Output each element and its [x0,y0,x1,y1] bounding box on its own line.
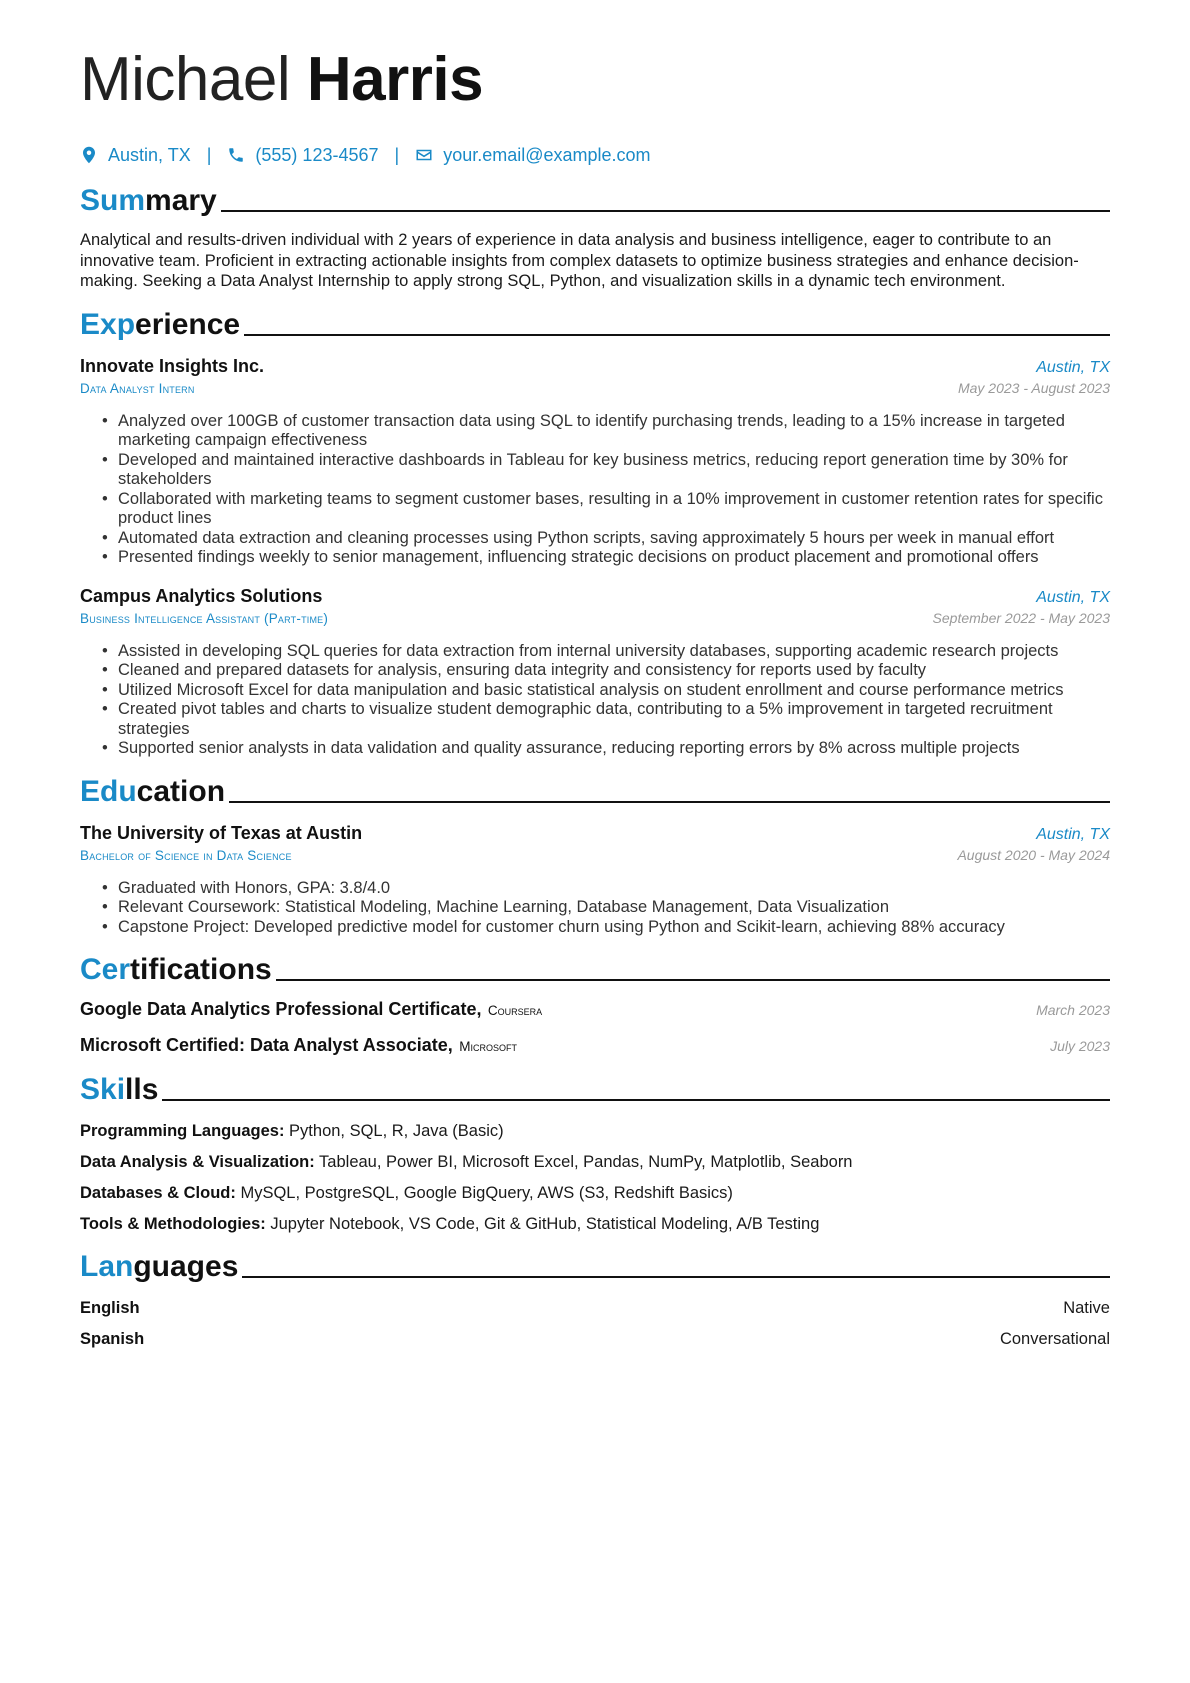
entry-dates: September 2022 - May 2023 [932,609,1110,626]
skill-row [80,1214,1110,1234]
section-summary-heading [80,182,1110,218]
certification-date: March 2023 [1036,1002,1110,1018]
bullet-item: • Developed and maintained interactive dashboards in Tableau for key business metrics, reducing report generation time by 30% for stakeholders [118,451,1110,490]
education-entry [80,823,1110,938]
entry-bullets [80,412,1110,568]
language-row [80,1329,1110,1349]
skill-label: Data Analysis & Visualization: [80,1153,315,1171]
skill-value: MySQL, PostgreSQL, Google BigQuery, AWS (S3, Redshift Basics) [240,1184,733,1202]
bullet-item: • Cleaned and prepared datasets for analysis, ensuring data integrity and consistency for reports used by faculty [118,661,1110,681]
section-rule [221,210,1110,212]
skill-row [80,1152,1110,1172]
language-row [80,1298,1110,1318]
contact-separator: | [206,144,212,165]
section-rule [244,334,1110,336]
section-title-accent: Lan [80,1250,134,1283]
section-title-accent: Sum [80,184,146,217]
contact-bar [80,142,1110,168]
location-text: Austin, TX [108,144,191,165]
certification-title: Google Data Analytics Professional Certificate [80,999,477,1019]
entry-dates: August 2020 - May 2024 [957,846,1110,863]
bullet-item: • Supported senior analysts in data validation and quality assurance, reducing reporting errors by 8% across multiple projects [118,739,1110,759]
entry-organization: The University of Texas at Austin [80,822,363,843]
section-title-rest: cation [136,774,226,808]
bullet-item: • Created pivot tables and charts to visualize student demographic data, contributing to a 5% improvement in targeted recruitment strategies [118,700,1110,739]
bullet-item: • Assisted in developing SQL queries for data extraction from internal university databases, supporting academic research projects [118,642,1110,662]
contact-phone[interactable] [227,145,378,166]
entry-dates: May 2023 - August 2023 [957,379,1110,396]
section-title [80,308,240,342]
first-name: Michael [80,45,291,114]
bullet-item: • Graduated with Honors, GPA: 3.8/4.0 [118,879,1110,899]
envelope-icon [415,146,433,164]
entry-location: Austin, TX [1036,358,1110,376]
section-title-rest: tifications [130,953,272,986]
experience-entry [80,356,1110,568]
language-level: Native [1063,1299,1110,1317]
entry-organization: Campus Analytics Solutions [80,585,323,606]
certification-item: Google Data Analytics Professional Certificate, Coursera March 2023 [80,999,1110,1019]
certification-date: July 2023 [1050,1038,1110,1054]
section-rule [242,1276,1110,1278]
entry-role: Data Analyst Intern [80,380,195,396]
candidate-name [80,44,1110,116]
section-skills-heading [80,1071,1110,1107]
section-title-rest: guages [133,1250,239,1283]
skill-value: Jupyter Notebook, VS Code, Git & GitHub, Statistical Modeling, A/B Testing [270,1215,820,1233]
entry-bullets [80,879,1110,938]
contact-separator: | [394,144,400,165]
entry-role: Business Intelligence Assistant (Part-time) [80,610,329,626]
section-rule [276,979,1110,981]
skill-label: Databases & Cloud: [80,1184,236,1202]
certification-item: Microsoft Certified: Data Analyst Associate, Microsoft July 2023 [80,1035,1110,1055]
section-title-rest: lls [125,1073,159,1106]
bullet-item: • Utilized Microsoft Excel for data manipulation and basic statistical analysis on student enrollment and course performance metrics [118,681,1110,701]
language-level: Conversational [999,1330,1110,1348]
bullet-item: • Analyzed over 100GB of customer transaction data using SQL to identify purchasing trends, leading to a 15% increase in targeted marketing campaign effectiveness [118,412,1110,451]
section-title-rest: mary [145,184,217,217]
bullet-item: • Capstone Project: Developed predictive model for customer churn using Python and Scikit-learn, achieving 88% accuracy [118,918,1110,938]
section-rule [162,1099,1110,1101]
bullet-item: • Automated data extraction and cleaning processes using Python scripts, saving approximately 5 hours per week in manual effort [118,529,1110,549]
section-experience-heading [80,306,1110,342]
section-title-accent: Exp [80,307,136,341]
section-title-rest: erience [135,307,241,341]
entry-location: Austin, TX [1036,588,1110,606]
section-languages-heading [80,1248,1110,1284]
section-title [80,953,272,987]
entry-role: Bachelor of Science in Data Science [80,847,292,863]
language-name: English [80,1299,140,1317]
bullet-item: • Collaborated with marketing teams to segment customer bases, resulting in a 10% improvement in customer retention rates for specific product lines [118,490,1110,529]
skill-row [80,1121,1110,1141]
contact-location [80,145,191,166]
phone-icon [227,146,245,164]
email-link: your.email@example.com [443,144,651,165]
section-title-accent: Edu [80,774,137,808]
contact-email[interactable] [415,145,650,166]
bullet-item: • Presented findings weekly to senior management, influencing strategic decisions on product placement and promotional offers [118,548,1110,568]
certification-title: Microsoft Certified: Data Analyst Associate [80,1035,448,1055]
section-title [80,184,217,218]
entry-organization: Innovate Insights Inc. [80,355,265,376]
entry-location: Austin, TX [1036,825,1110,843]
bullet-item: • Relevant Coursework: Statistical Modeling, Machine Learning, Database Management, Data Visualization [118,898,1110,918]
last-name: Harris [306,45,484,114]
skill-row [80,1183,1110,1203]
experience-entry [80,586,1110,759]
certification-issuer: Coursera [487,1003,543,1018]
section-title [80,1073,158,1107]
skill-label: Programming Languages: [80,1122,285,1140]
phone-text: (555) 123-4567 [255,144,379,165]
entry-bullets [80,642,1110,759]
section-title [80,1250,238,1284]
section-education-heading [80,773,1110,809]
section-certifications-heading [80,951,1110,987]
section-rule [229,801,1110,803]
certification-issuer: Microsoft [459,1039,517,1054]
summary-text: Analytical and results-driven individual with 2 years of experience in data analysis and business intelligence, eager to contribute to an innovative team. Proficient in extracting actionable insights from complex datasets to optimize business strategies and enhance decision-making. Seeking a Data Analyst Internship to apply strong SQL, Python, and visualization skills in a dynamic tech environment. [80,231,1079,290]
map-marker-icon [80,146,98,164]
section-title [80,775,225,809]
section-title-accent: Cer [80,953,131,986]
skill-value: Tableau, Power BI, Microsoft Excel, Pandas, NumPy, Matplotlib, Seaborn [319,1153,853,1171]
language-name: Spanish [80,1330,145,1348]
skill-value: Python, SQL, R, Java (Basic) [289,1122,504,1140]
section-title-accent: Ski [80,1073,126,1106]
skill-label: Tools & Methodologies: [80,1215,266,1233]
